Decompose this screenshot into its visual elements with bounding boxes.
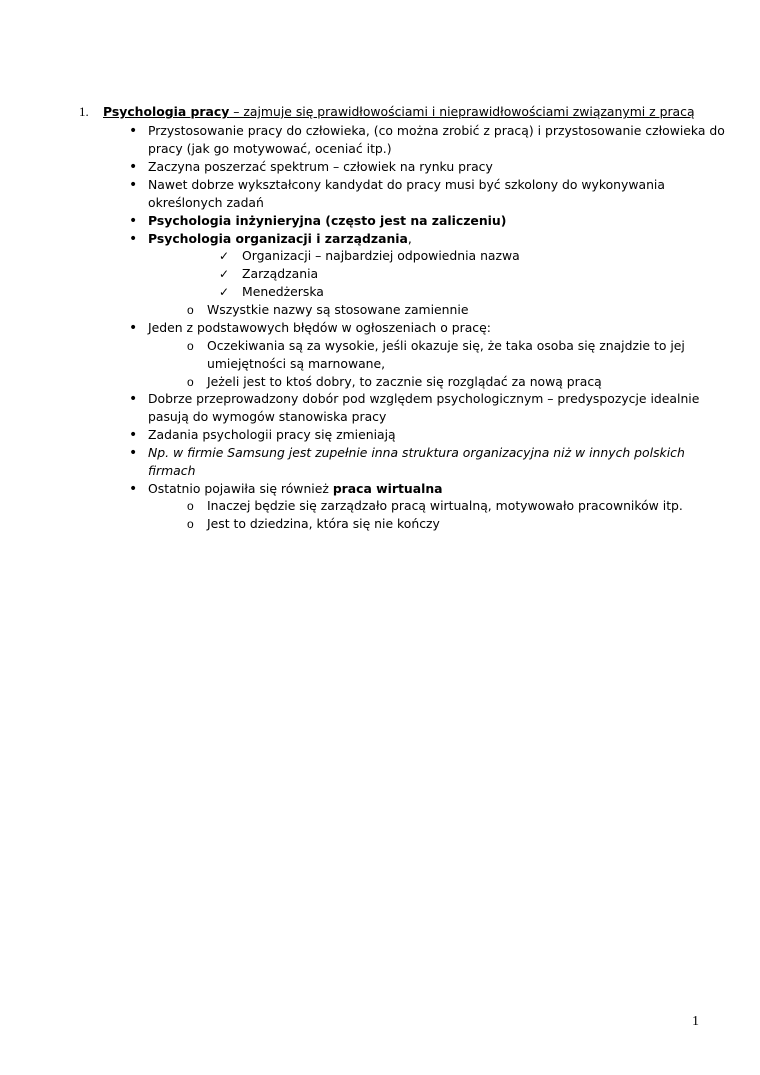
list-item: [148, 480, 443, 498]
list-item-continuation: pracy (jak go motywować, oceniać itp.): [148, 141, 392, 156]
bullet-icon: •: [129, 481, 138, 497]
list-item-text: Ostatnio pojawiła się również: [148, 481, 333, 496]
check-icon: ✓: [219, 267, 230, 281]
list-item: Np. w firmie Samsung jest zupełnie inna struktura organizacyjna niż w innych polskich: [148, 445, 685, 460]
list-item-continuation: określonych zadań: [148, 195, 264, 210]
check-icon: ✓: [219, 285, 230, 299]
circle-bullet-icon: o: [187, 375, 194, 389]
list-number: 1.: [79, 104, 89, 119]
page-number: 1: [692, 1014, 699, 1029]
sub-item: Inaczej będzie się zarządzało pracą wirtualną, motywowało pracowników itp.: [207, 498, 683, 513]
bullet-icon: •: [129, 445, 138, 461]
sub-item: Wszystkie nazwy są stosowane zamiennie: [207, 302, 469, 317]
bullet-icon: •: [129, 159, 138, 175]
list-item-continuation: firmach: [148, 463, 196, 478]
bullet-icon: •: [129, 391, 138, 407]
list-item: Nawet dobrze wykształcony kandydat do pracy musi być szkolony do wykonywania: [148, 177, 665, 192]
bullet-icon: •: [129, 427, 138, 443]
list-item: Przystosowanie pracy do człowieka, (co można zrobić z pracą) i przystosowanie człowieka do: [148, 123, 725, 138]
circle-bullet-icon: o: [187, 499, 194, 513]
list-item-continuation: pasują do wymogów stanowiska pracy: [148, 409, 387, 424]
list-item-bold-text: Psychologia organizacji i zarządzania: [148, 231, 408, 246]
list-item: Zaczyna poszerzać spektrum – człowiek na rynku pracy: [148, 159, 493, 174]
heading-description: – zajmuje się prawidłowościami i nieprawidłowościami związanymi z pracą: [229, 104, 695, 119]
list-item: Dobrze przeprowadzony dobór pod względem psychologicznym – predyspozycje idealnie: [148, 391, 700, 406]
sub-item: Jest to dziedzina, która się nie kończy: [207, 516, 440, 531]
circle-bullet-icon: o: [187, 517, 194, 531]
check-item: Zarządzania: [242, 266, 319, 281]
bullet-icon: •: [129, 123, 138, 139]
check-item: Menedżerska: [242, 284, 324, 299]
bullet-icon: •: [129, 213, 138, 229]
check-icon: ✓: [219, 249, 230, 263]
bullet-icon: •: [129, 231, 138, 247]
list-item: Jeden z podstawowych błędów w ogłoszeniach o pracę:: [148, 320, 491, 335]
heading-term: Psychologia pracy: [103, 104, 230, 119]
section-heading: [103, 103, 695, 121]
sub-item: Jeżeli jest to ktoś dobry, to zacznie się rozglądać za nową pracą: [207, 374, 602, 389]
circle-bullet-icon: o: [187, 303, 194, 317]
list-item-text: ,: [407, 231, 412, 246]
sub-item-continuation: umiejętności są marnowane,: [207, 356, 386, 371]
check-item: Organizacji – najbardziej odpowiednia nazwa: [242, 248, 520, 263]
list-item-bold-text: praca wirtualna: [332, 481, 443, 496]
list-item: Psychologia inżynieryjna (często jest na zaliczeniu): [148, 213, 507, 228]
list-item: [148, 230, 412, 248]
bullet-icon: •: [129, 177, 138, 193]
circle-bullet-icon: o: [187, 339, 194, 353]
sub-item: Oczekiwania są za wysokie, jeśli okazuje się, że taka osoba się znajdzie to jej: [207, 338, 685, 353]
list-item: Zadania psychologii pracy się zmieniają: [148, 427, 396, 442]
bullet-icon: •: [129, 320, 138, 336]
